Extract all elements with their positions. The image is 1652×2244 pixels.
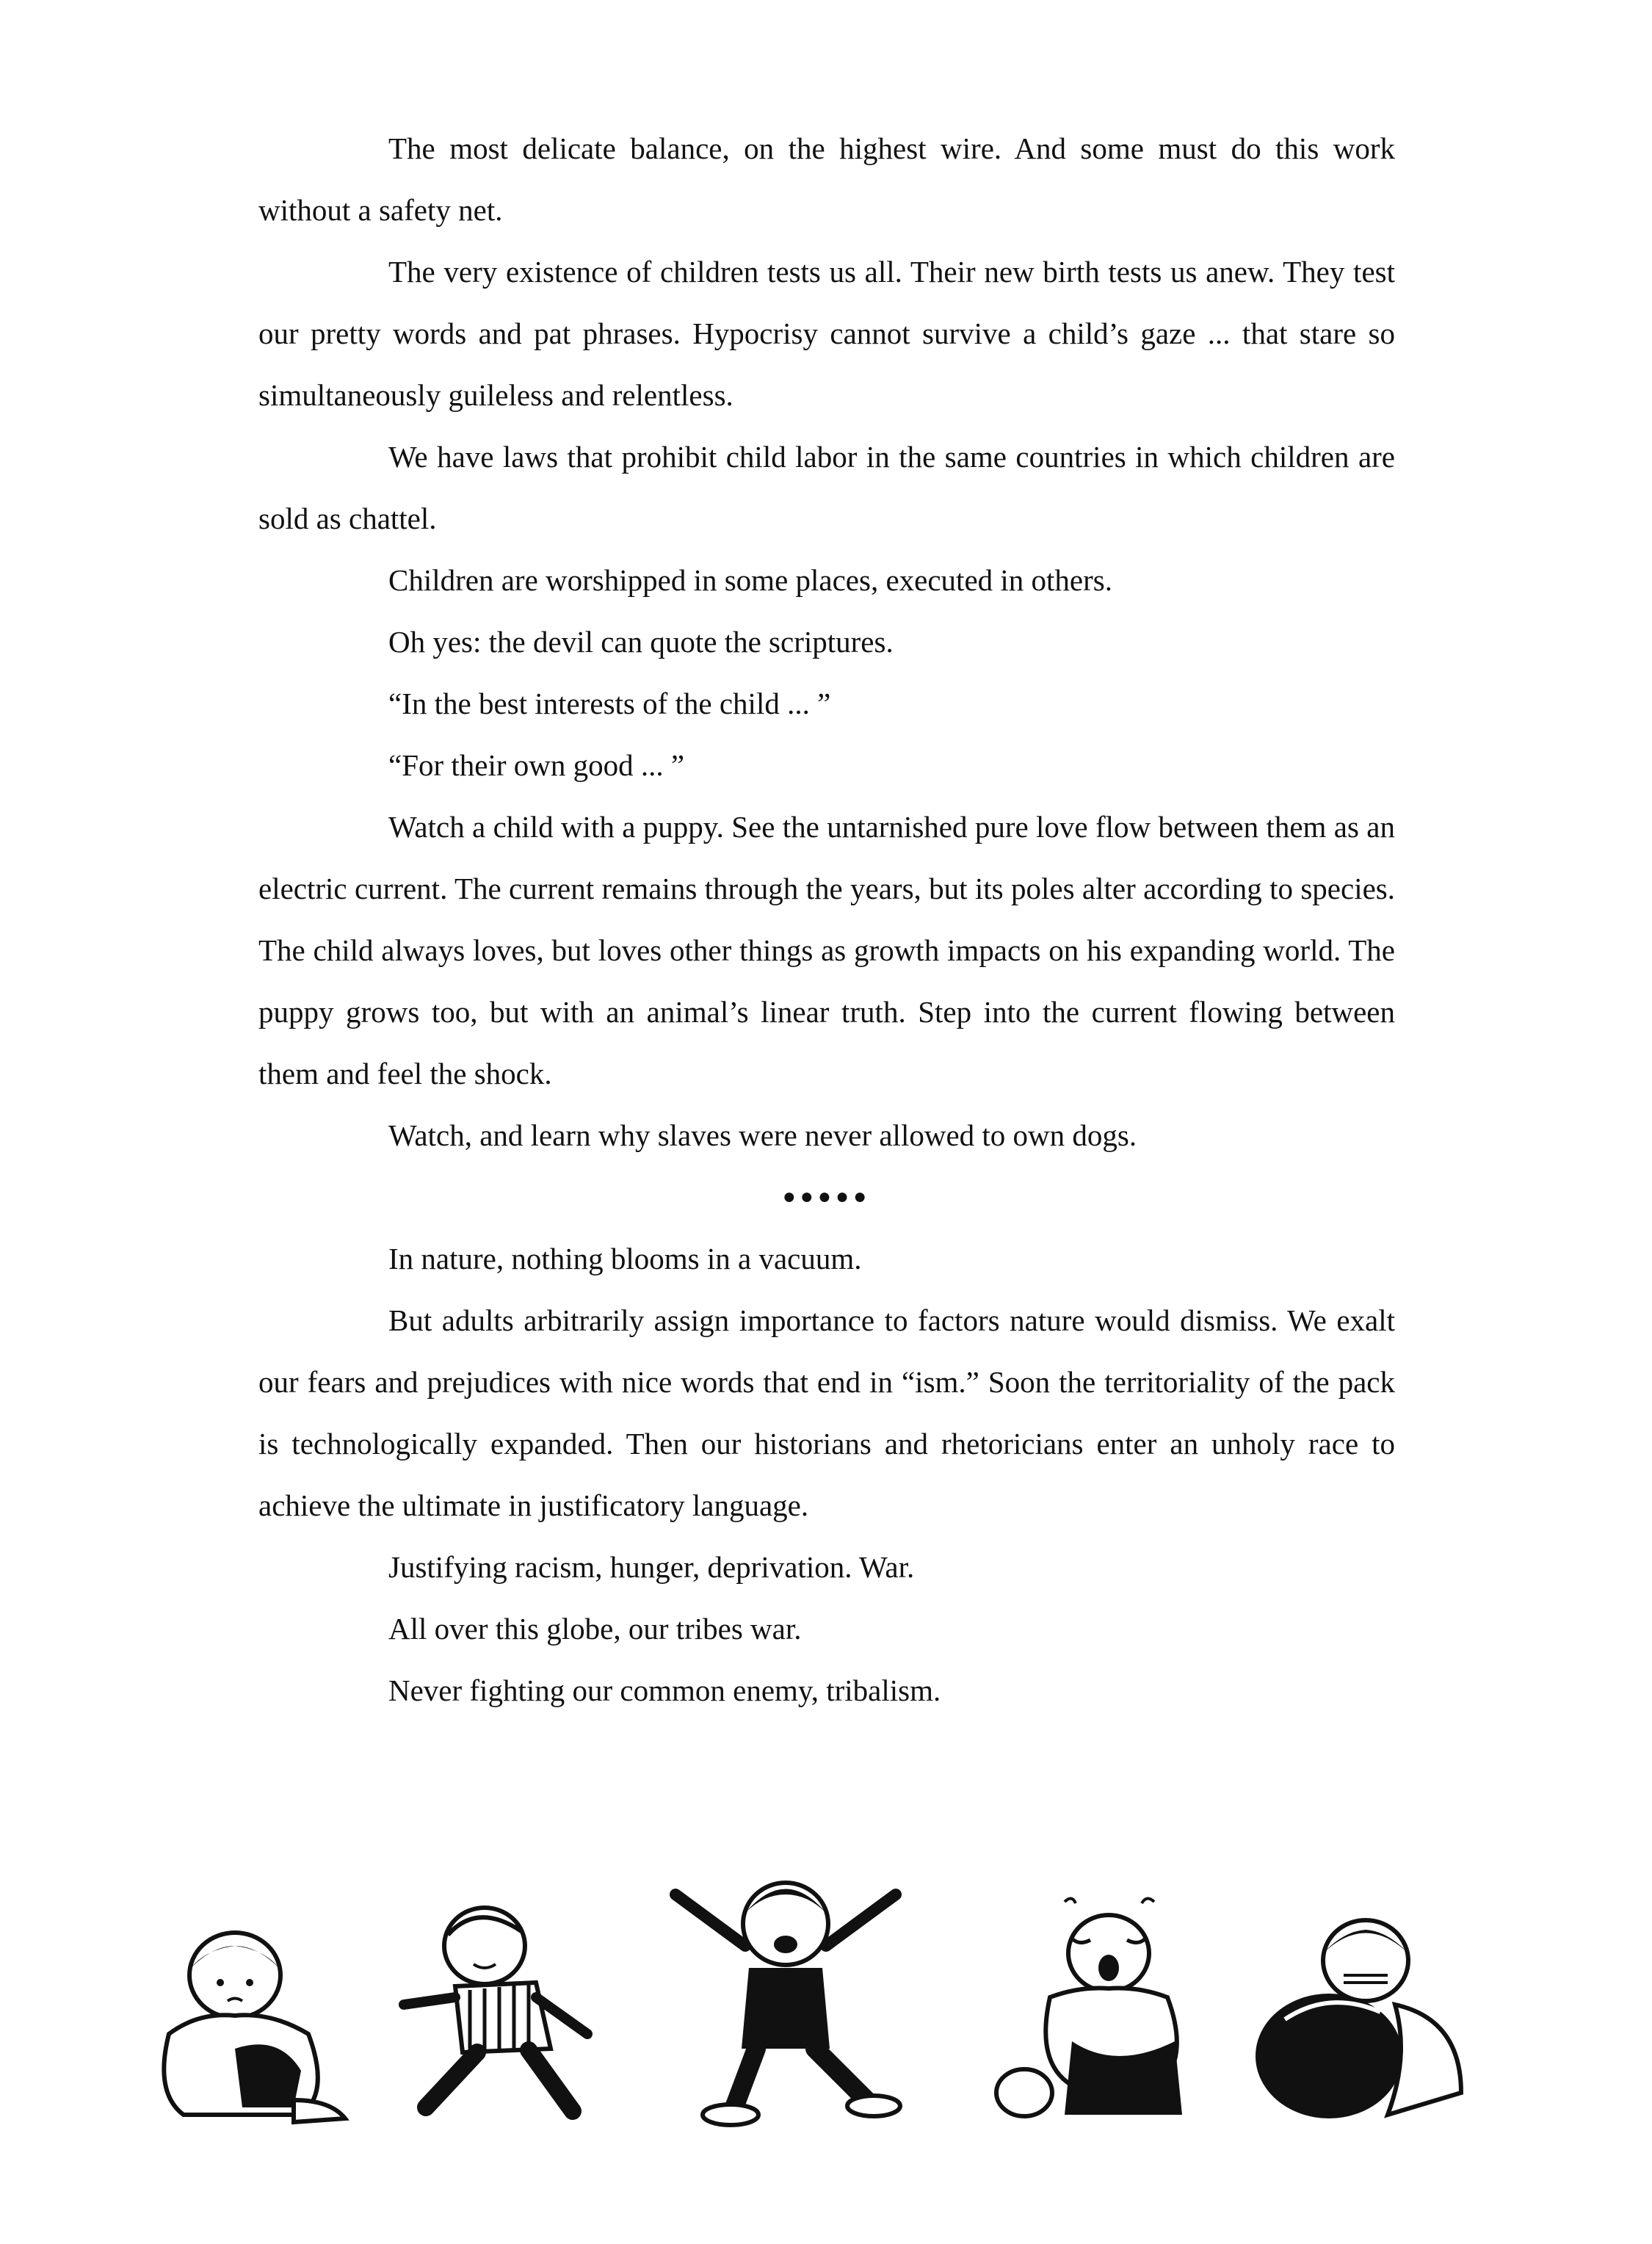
body-text bbox=[258, 117, 1395, 1721]
cheering-child-icon bbox=[661, 1865, 910, 2129]
crying-child-icon bbox=[991, 1894, 1219, 2129]
paragraph: But adults arbitrarily assign importance to factors nature would dismiss. We exalt our fears and prejudices with nice words that end in “ism.” Soon the territoriality of the pack is technologically expanded. Then our historians and rhetoricians enter an unholy race to achieve the ultimate in justificatory language. bbox=[258, 1303, 1395, 1522]
paragraph: All over this globe, our tribes war. bbox=[388, 1612, 802, 1646]
paragraph: “In the best interests of the child ... ” bbox=[388, 687, 831, 720]
paragraph: Watch a child with a puppy. See the untarnished pure love flow between them as an electric current. The current remains through the years, but its poles alter according to species. The child always loves, but loves other things as growth impacts on his expanding world. The puppy grows too, but with an animal’s linear truth. Step into the current flowing between them and feel the shock. bbox=[258, 810, 1395, 1090]
paragraph: The very existence of children tests us all. Their new birth tests us anew. They test our pretty words and pat phrases. Hypocrisy cannot survive a child’s gaze ... that stare so simultaneously guileless and relentless. bbox=[258, 255, 1395, 412]
paragraph: “For their own good ... ” bbox=[388, 748, 685, 782]
sulking-child-icon bbox=[125, 1924, 360, 2129]
section-divider: ●●●●● bbox=[782, 1184, 872, 1209]
paragraph: Children are worshipped in some places, executed in others. bbox=[388, 563, 1112, 597]
paragraph: Never fighting our common enemy, tribalism. bbox=[388, 1673, 941, 1707]
paragraph: The most delicate balance, on the highest wire. And some must do this work without a safety net. bbox=[258, 131, 1395, 227]
paragraph: Watch, and learn why slaves were never allowed to own dogs. bbox=[388, 1118, 1137, 1152]
paragraph: We have laws that prohibit child labor in the same countries in which children are sold as chattel. bbox=[258, 440, 1395, 535]
illustration-strip bbox=[103, 1865, 1512, 2129]
paragraph: Oh yes: the devil can quote the scriptures. bbox=[388, 625, 894, 659]
paragraph: Justifying racism, hunger, deprivation. War. bbox=[388, 1550, 915, 1584]
sitting-child-icon bbox=[1241, 1909, 1476, 2129]
running-child-icon bbox=[374, 1894, 617, 2129]
paragraph: In nature, nothing blooms in a vacuum. bbox=[388, 1242, 862, 1275]
